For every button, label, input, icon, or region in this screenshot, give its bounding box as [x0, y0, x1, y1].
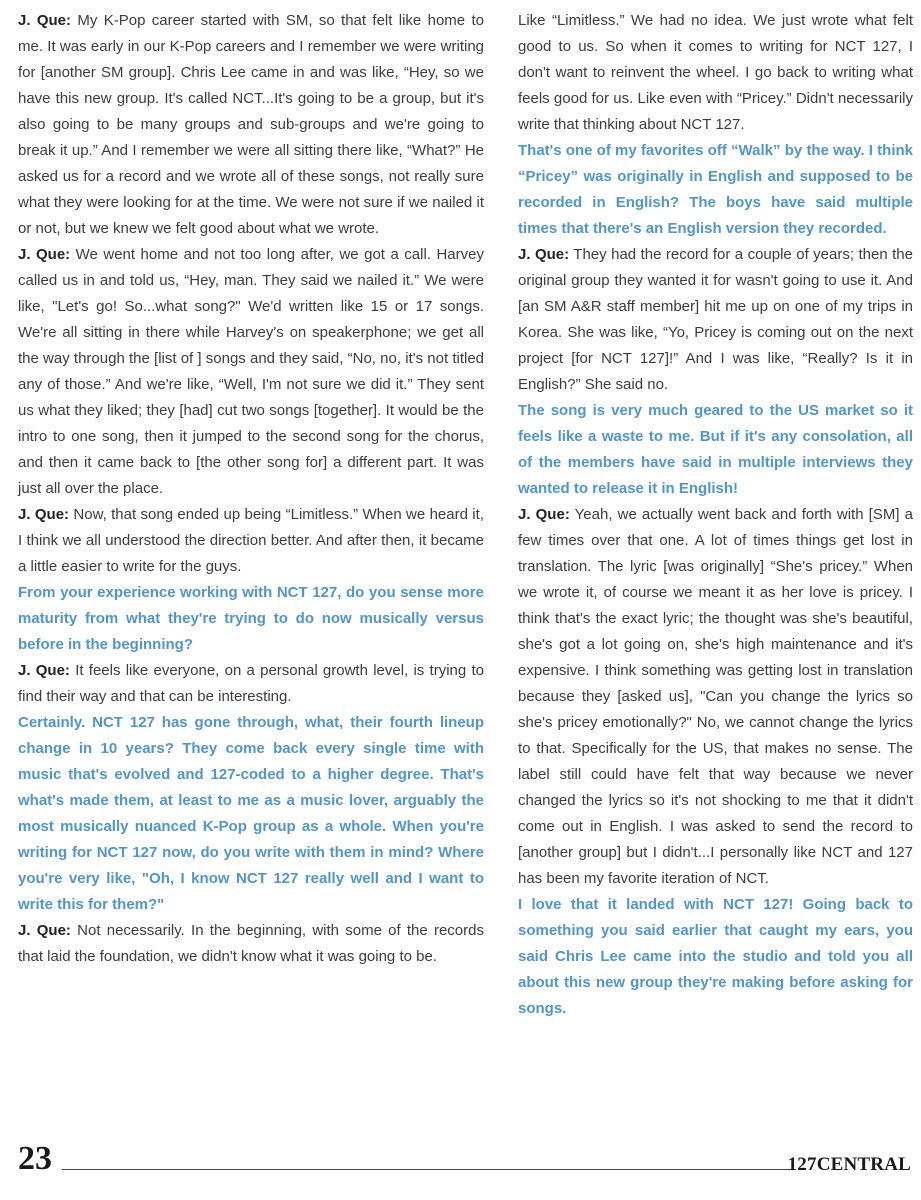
answer-text: They had the record for a couple of years; then the original group they wanted it for wasn't going to use it. And [an SM A&R staff member] hit me up on one of my trips in Korea. She was like, “Yo, Pricey is coming out on the next project [for NCT 127]!” And I was like, “Really? Is it in English?” She said no. — [518, 246, 913, 393]
publication-name: 127CENTRAL — [787, 1154, 911, 1175]
footer-rule — [62, 1169, 791, 1170]
interviewer-question: The song is very much geared to the US market so it feels like a waste to me. But if it's any consolation, all of the members have said in multiple interviews they wanted to release it in English! — [518, 402, 913, 497]
speaker-label: J. Que: — [518, 506, 570, 523]
interviewee-answer — [18, 242, 484, 502]
speaker-label: J. Que: — [18, 662, 70, 679]
answer-text: We went home and not too long after, we got a call. Harvey called us in and told us, “Hey, man. They said we nailed it.” We were like, "Let's go! So...what song?" We'd written like 15 or 17 songs. We're all sitting in there while Harvey's on speakerphone; we get all the way through the [list of ] songs and they said, “No, no, it's not titled any of those.” And we're like, “Well, I'm not sure we did it.” They sent us what they liked; they [had] cut two songs [together]. It would be the intro to one song, then it jumped to the second song for the chorus, and then it came back to [the other song for] a different part. It was just all over the place. — [18, 246, 484, 497]
interviewer-question: Certainly. NCT 127 has gone through, what, their fourth lineup change in 10 years? They come back every single time with music that's evolved and 127-coded to a higher degree. That's what's made them, at least to me as a music lover, arguably the most musically nuanced K-Pop group as a whole. When you're writing for NCT 127 now, do you write with them in mind? Where you're very like, "Oh, I know NCT 127 really well and I want to write this for them?" — [18, 714, 484, 913]
interviewee-answer — [518, 242, 913, 398]
interviewer-question: That's one of my favorites off “Walk” by the way. I think “Pricey” was originally in English and supposed to be recorded in English? The boys have said multiple times that there's an English version they recorded. — [518, 142, 913, 237]
speaker-label: J. Que: — [18, 506, 70, 523]
interviewee-answer — [518, 502, 913, 892]
interviewee-answer — [18, 918, 484, 970]
interviewer-question: I love that it landed with NCT 127! Going back to something you said earlier that caught my ears, you said Chris Lee came into the studio and told you all about this new group they're making before asking for songs. — [518, 896, 913, 1017]
answer-text: Yeah, we actually went back and forth with [SM] a few times over that one. A lot of times things get lost in translation. The lyric [was originally] “She's pricey.” When we wrote it, of course we meant it as her love is pricey. I think that's the exact lyric; the thought was she's beautiful, she's got a lot going on, she's high maintenance and it's expensive. I think something was getting lost in translation because they [asked us], "Can you change the lyrics so she's pricey emotionally?" No, we cannot change the lyrics to that. Specifically for the US, that makes no sense. The label still could have felt that way because we never changed the lyrics so it's not shocking to me that it didn't come out in English. I was asked to send the record to [another group] but I didn't...I personally like NCT and 127 has been my favorite iteration of NCT. — [518, 506, 913, 887]
interviewee-answer — [18, 502, 484, 580]
answer-text: Now, that song ended up being “Limitless.” When we heard it, I think we all understood the direction better. And after then, it became a little easier to write for the guys. — [18, 506, 484, 575]
left-column — [18, 8, 484, 970]
answer-text: Not necessarily. In the beginning, with some of the records that laid the foundation, we didn't know what it was going to be. — [18, 922, 484, 965]
speaker-label: J. Que: — [18, 246, 71, 263]
page-footer — [18, 1140, 911, 1180]
speaker-label: J. Que: — [518, 246, 570, 263]
answer-text: Like “Limitless.” We had no idea. We just wrote what felt good to us. So when it comes to writing for NCT 127, I don't want to reinvent the wheel. I go back to writing what feels good for us. Like even with “Pricey.” Didn't necessarily write that thinking about NCT 127. — [518, 12, 913, 133]
speaker-label: J. Que: — [18, 12, 72, 29]
interviewee-answer — [518, 8, 913, 138]
page-number: 23 — [18, 1140, 52, 1177]
interviewee-answer — [18, 658, 484, 710]
answer-text: My K-Pop career started with SM, so that felt like home to me. It was early in our K-Pop careers and I remember we were writing for [another SM group]. Chris Lee came in and was like, “Hey, so we have this new group. It's called NCT...It's going to be a group, but it's also going to be many groups and sub-groups and we're going to break it up.” And I remember we were all sitting there like, “What?” He asked us for a record and we wrote all of these songs, not really sure what they were looking for at the time. We were not sure if we nailed it or not, but we knew we felt good about what we wrote. — [18, 12, 484, 237]
answer-text: It feels like everyone, on a personal growth level, is trying to find their way and that can be interesting. — [18, 662, 484, 705]
speaker-label: J. Que: — [18, 922, 71, 939]
interviewee-answer — [18, 8, 484, 242]
right-column — [518, 8, 913, 1022]
interviewer-question: From your experience working with NCT 127, do you sense more maturity from what they're trying to do now musically versus before in the beginning? — [18, 584, 484, 653]
